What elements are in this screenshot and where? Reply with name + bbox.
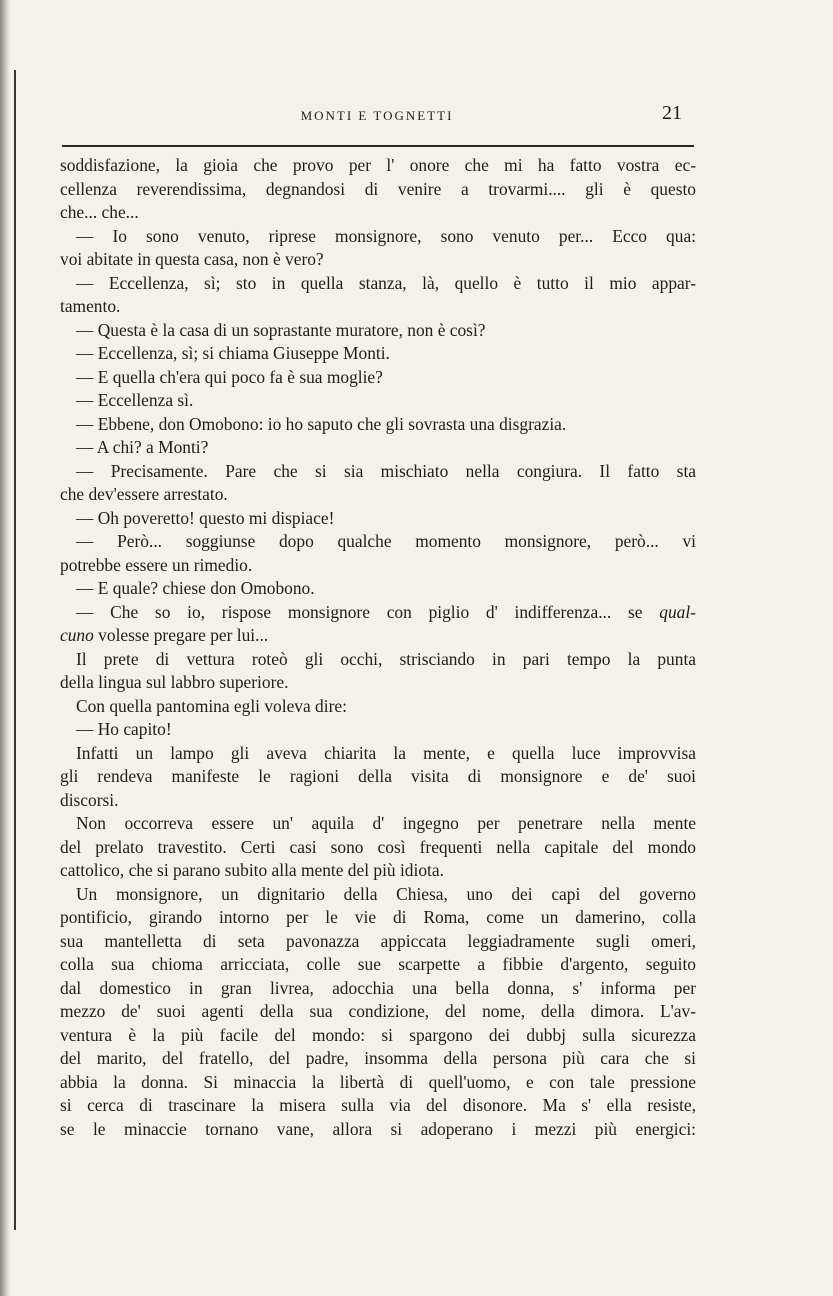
text-line-content: che dev'essere arrestato. (60, 484, 228, 504)
text-line-content: cellenza reverendissima, degnandosi di venire a trovarmi.... gli è questo (60, 178, 696, 199)
text-line (60, 201, 696, 225)
text-line-content: — Che so io, rispose monsignore con piglio d' indifferenza... se (76, 601, 643, 622)
text-line (60, 483, 696, 507)
text-line (60, 648, 696, 672)
text-line (60, 742, 696, 766)
text-line-content: — A chi? a Monti? (76, 437, 209, 457)
text-line-content: — Questa è la casa di un soprastante muratore, non è così? (76, 319, 486, 340)
text-line-content: potrebbe essere un rimedio. (60, 554, 253, 575)
text-line (60, 789, 696, 813)
text-line (60, 413, 696, 437)
text-line-content: Il prete di vettura roteò gli occhi, strisciando in pari tempo la punta (76, 648, 696, 669)
text-line (60, 883, 696, 907)
text-line-content: gli rendeva manifeste le ragioni della visita di monsignore e de' suoi (60, 766, 696, 786)
text-line-content: — Ebbene, don Omobono: io ho saputo che gli sovrasta una disgrazia. (76, 413, 567, 434)
text-line-content: della lingua sul labbro superiore. (60, 672, 289, 692)
text-line-content: — Precisamente. Pare che si sia mischiato nella congiura. Il fatto sta (76, 460, 696, 481)
page-number: 21 (662, 102, 682, 124)
header-rule (62, 145, 694, 147)
text-line (60, 577, 696, 601)
text-line-content: Non occorreva essere un' aquila d' ingegno per penetrare nella mente (76, 813, 696, 833)
text-line-content: mezzo de' suoi agenti della sua condizione, del nome, della dimora. L'av- (60, 1001, 696, 1021)
text-line-content: Un monsignore, un dignitario della Chiesa, uno dei capi del governo (76, 883, 696, 904)
text-line-content: — E quella ch'era qui poco fa è sua moglie? (76, 366, 383, 387)
text-line-content: voi abitate in questa casa, non è vero? (60, 249, 324, 269)
text-line (60, 930, 696, 954)
text-line (60, 389, 696, 413)
text-line-content: si cerca di trascinare la misera sulla via del disonore. Ma s' ella resiste, (60, 1095, 696, 1115)
text-line (60, 1047, 696, 1071)
text-line (60, 319, 696, 343)
text-line-content: — Ho capito! (76, 719, 172, 739)
text-line-content: del prelato travestito. Certi casi sono così frequenti nella capitale del mondo (60, 836, 696, 857)
text-line (60, 859, 696, 883)
text-line (60, 460, 696, 484)
text-line-content: colla sua chioma arricciata, colle sue scarpette a fibbie d'argento, seguito (60, 954, 696, 974)
text-line (60, 248, 696, 272)
text-line-content: tamento. (60, 296, 121, 316)
text-line-content: dal domestico in gran livrea, adocchia una bella donna, s' informa per (60, 977, 696, 998)
text-line (60, 906, 696, 930)
text-line-content: ventura è la più facile del mondo: si spargono dei dubbj sulla sicurezza (60, 1024, 696, 1045)
text-line (60, 530, 696, 554)
text-line-content: — Eccellenza sì. (76, 390, 194, 410)
text-line (60, 1071, 696, 1095)
book-spine-shadow (0, 0, 10, 1296)
text-line (60, 554, 696, 578)
text-line-content: soddisfazione, la gioia che provo per l' onore che mi ha fatto vostra ec- (60, 155, 696, 175)
text-line (60, 225, 696, 249)
text-line (60, 671, 696, 695)
italic-word: qual- (659, 601, 696, 622)
text-line (60, 624, 696, 648)
text-line (60, 812, 696, 836)
text-line-content: — Però... soggiunse dopo qualche momento monsignore, però... vi (76, 531, 696, 551)
text-line-content: Infatti un lampo gli aveva chiarita la mente, e quella luce improvvisa (76, 742, 696, 763)
text-line-content: Con quella pantomina egli voleva dire: (76, 695, 347, 716)
text-line (60, 953, 696, 977)
text-line-content: sua mantelletta di seta pavonazza appiccata leggiadramente sugli omeri, (60, 930, 696, 951)
text-line (60, 295, 696, 319)
text-line (60, 342, 696, 366)
text-line-content: abbia la donna. Si minaccia la libertà di quell'uomo, e con tale pressione (60, 1071, 696, 1092)
text-line (60, 436, 696, 460)
text-line (60, 601, 696, 625)
text-line-content: volesse pregare per lui... (98, 625, 269, 645)
text-line-content: discorsi. (60, 789, 119, 810)
text-line-content: — Eccellenza, sì; si chiama Giuseppe Monti. (76, 343, 390, 363)
text-line (60, 366, 696, 390)
body-text (60, 154, 696, 1141)
text-line (60, 836, 696, 860)
text-line (60, 977, 696, 1001)
text-line-content: cattolico, che si parano subito alla mente del più idiota. (60, 860, 444, 880)
text-line-content: se le minaccie tornano vane, allora si adoperano i mezzi più energici: (60, 1118, 696, 1139)
text-line-content: — E quale? chiese don Omobono. (76, 578, 315, 598)
text-line (60, 765, 696, 789)
text-line-content: — Eccellenza, sì; sto in quella stanza, là, quello è tutto il mio appar- (76, 272, 696, 293)
running-title: MONTI E TOGNETTI (300, 108, 454, 123)
text-line (60, 507, 696, 531)
text-line (60, 272, 696, 296)
text-line-content: — Io sono venuto, riprese monsignore, sono venuto per... Ecco qua: (76, 225, 696, 246)
text-line (60, 1000, 696, 1024)
text-line (60, 1118, 696, 1142)
text-line (60, 1024, 696, 1048)
text-line-content: del marito, del fratello, del padre, insomma della persona più cara che si (60, 1048, 696, 1068)
text-line (60, 695, 696, 719)
text-line-content: pontificio, girando intorno per le vie di Roma, come un damerino, colla (60, 907, 696, 927)
italic-word: cuno (60, 625, 94, 645)
gutter-line (14, 70, 16, 1230)
text-line-content: che... che... (60, 202, 139, 222)
text-line (60, 154, 696, 178)
text-line-content: — Oh poveretto! questo mi dispiace! (76, 507, 335, 528)
text-line (60, 718, 696, 742)
text-line (60, 178, 696, 202)
text-line (60, 1094, 696, 1118)
page-header (60, 104, 694, 130)
